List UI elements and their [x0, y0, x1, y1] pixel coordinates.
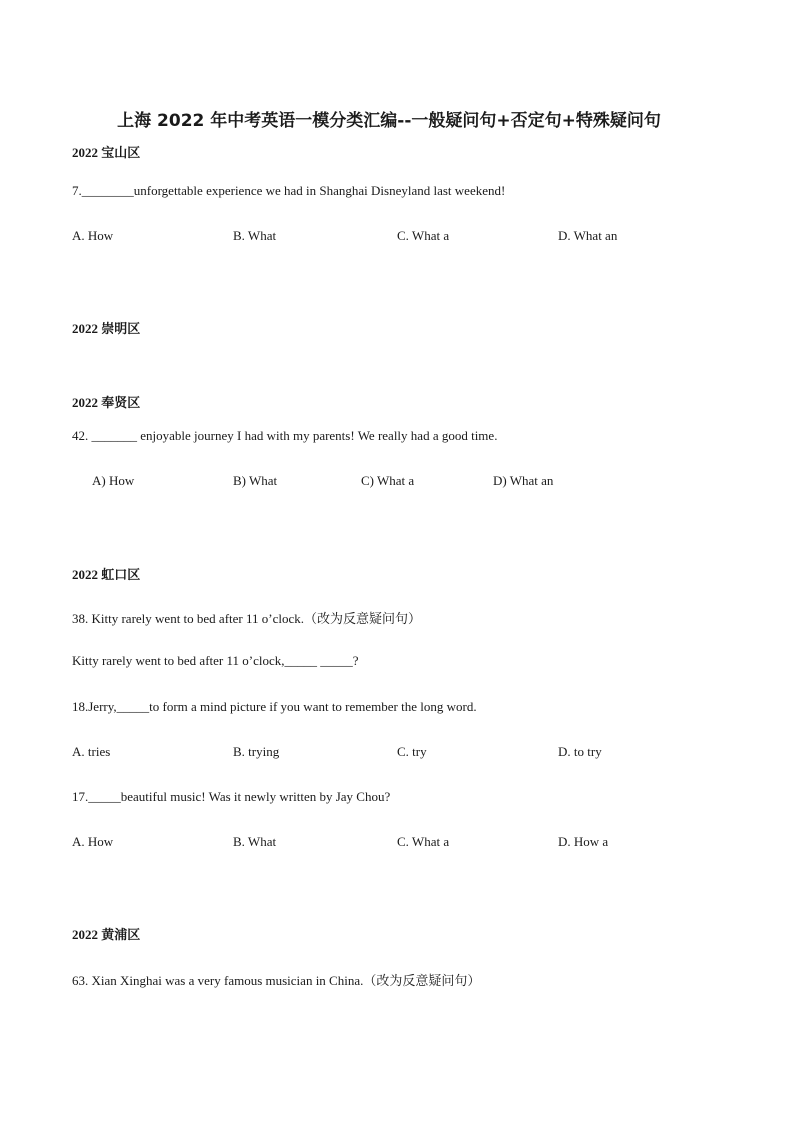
section-heading-fengxian: 2022 奉贤区 [72, 395, 141, 410]
answer-line: Kitty rarely went to bed after 11 o’clock,_____ _____? [72, 653, 359, 668]
option-d: D. to try [558, 744, 602, 759]
question-text: 42. _______ enjoyable journey I had with my parents! We really had a good time. [72, 428, 498, 443]
question-text: 63. Xian Xinghai was a very famous musician in China.（改为反意疑问句） [72, 973, 481, 988]
option-b: B. What [233, 228, 277, 243]
option-a: A) How [92, 473, 135, 488]
question-text: 38. Kitty rarely went to bed after 11 o’clock.（改为反意疑问句） [72, 611, 421, 626]
question-text: 17._____beautiful music! Was it newly written by Jay Chou? [72, 789, 391, 804]
option-c: C. What a [397, 228, 450, 243]
option-a: A. tries [72, 744, 111, 759]
option-d: D) What an [493, 473, 554, 488]
option-c: C. try [397, 744, 427, 759]
option-c: C) What a [361, 473, 415, 488]
option-a: A. How [72, 228, 114, 243]
option-c: C. What a [397, 834, 450, 849]
section-heading-chongming: 2022 崇明区 [72, 321, 141, 336]
option-d: D. How a [558, 834, 609, 849]
section-heading-baoshan: 2022 宝山区 [72, 145, 141, 160]
section-heading-hongkou: 2022 虹口区 [72, 567, 141, 582]
question-text: 18.Jerry,_____to form a mind picture if you want to remember the long word. [72, 699, 477, 714]
option-b: B. trying [233, 744, 280, 759]
section-heading-huangpu: 2022 黄浦区 [72, 927, 141, 942]
option-d: D. What an [558, 228, 618, 243]
question-text: 7.________unforgettable experience we had in Shanghai Disneyland last weekend! [72, 183, 506, 198]
option-b: B. What [233, 834, 277, 849]
option-b: B) What [233, 473, 278, 488]
document-title: 上海 2022 年中考英语一模分类汇编--一般疑问句+否定句+特殊疑问句 [117, 111, 661, 131]
option-a: A. How [72, 834, 114, 849]
